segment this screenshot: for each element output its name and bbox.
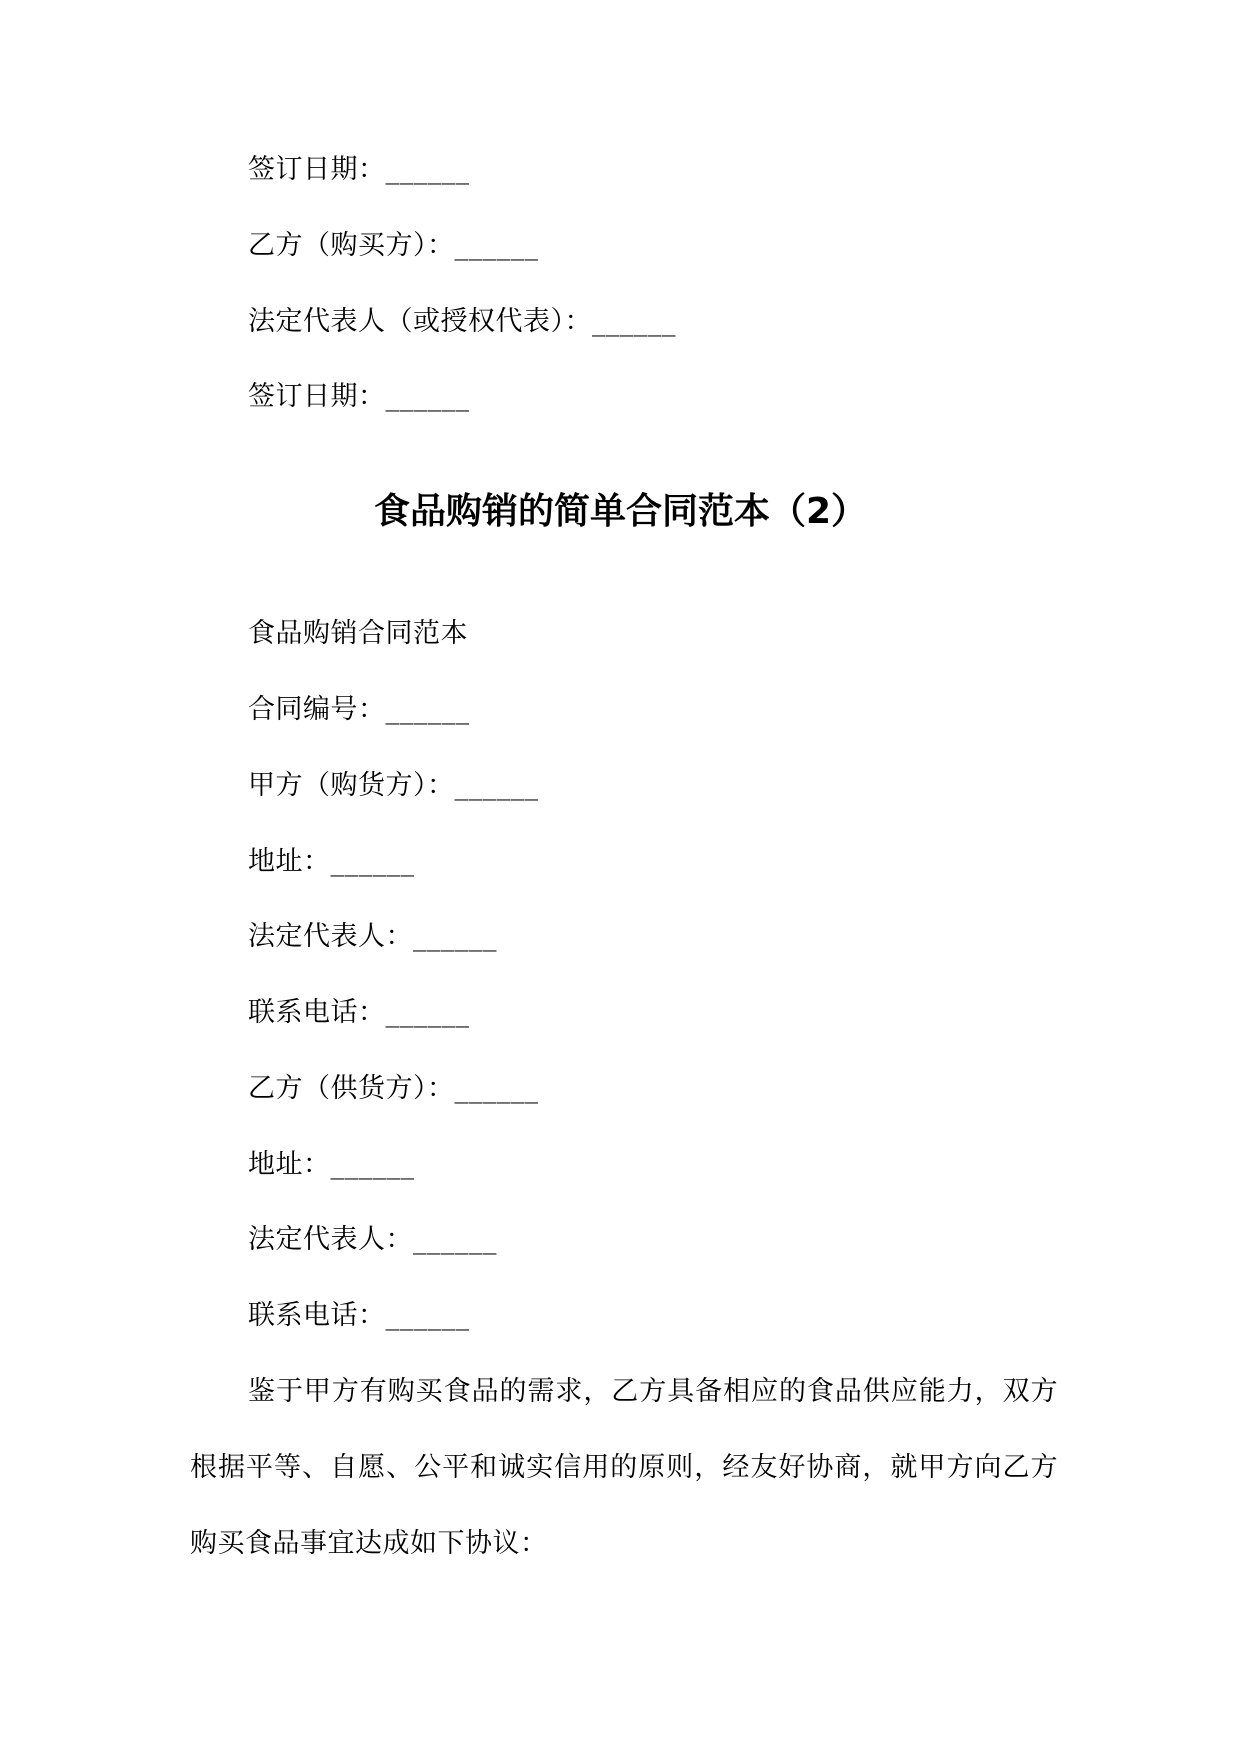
party-a-name-line: 甲方（购货方）：______: [248, 770, 539, 801]
preamble-paragraph: 鉴于甲方有购买食品的需求，乙方具备相应的食品供应能力，双方根据平等、自愿、公平和诚实信用的原则，经友好协商，就甲方向乙方购买食品事宜达成如下协议：: [190, 1376, 1058, 1559]
contract-subtitle: 食品购销合同范本: [248, 618, 468, 649]
section-title: 食品购销的简单合同范本（2）: [373, 491, 868, 532]
sign-date-line-1: 签订日期：______: [248, 154, 470, 185]
party-b-buyer-line: 乙方（购买方）：______: [248, 230, 539, 261]
party-b-legal-rep-line: 法定代表人：______: [248, 1224, 497, 1255]
party-b-address-line: 地址：______: [248, 1149, 415, 1180]
contract-number-line: 合同编号：______: [248, 694, 470, 725]
legal-representative-line: 法定代表人（或授权代表）：______: [248, 306, 676, 337]
party-b-phone-line: 联系电话：______: [248, 1300, 470, 1331]
party-a-phone-line: 联系电话：______: [248, 997, 470, 1028]
sign-date-line-2: 签订日期：______: [248, 381, 470, 412]
party-b-name-line: 乙方（供货方）：______: [248, 1073, 539, 1104]
party-a-address-line: 地址：______: [248, 846, 415, 877]
party-a-legal-rep-line: 法定代表人：______: [248, 921, 497, 952]
